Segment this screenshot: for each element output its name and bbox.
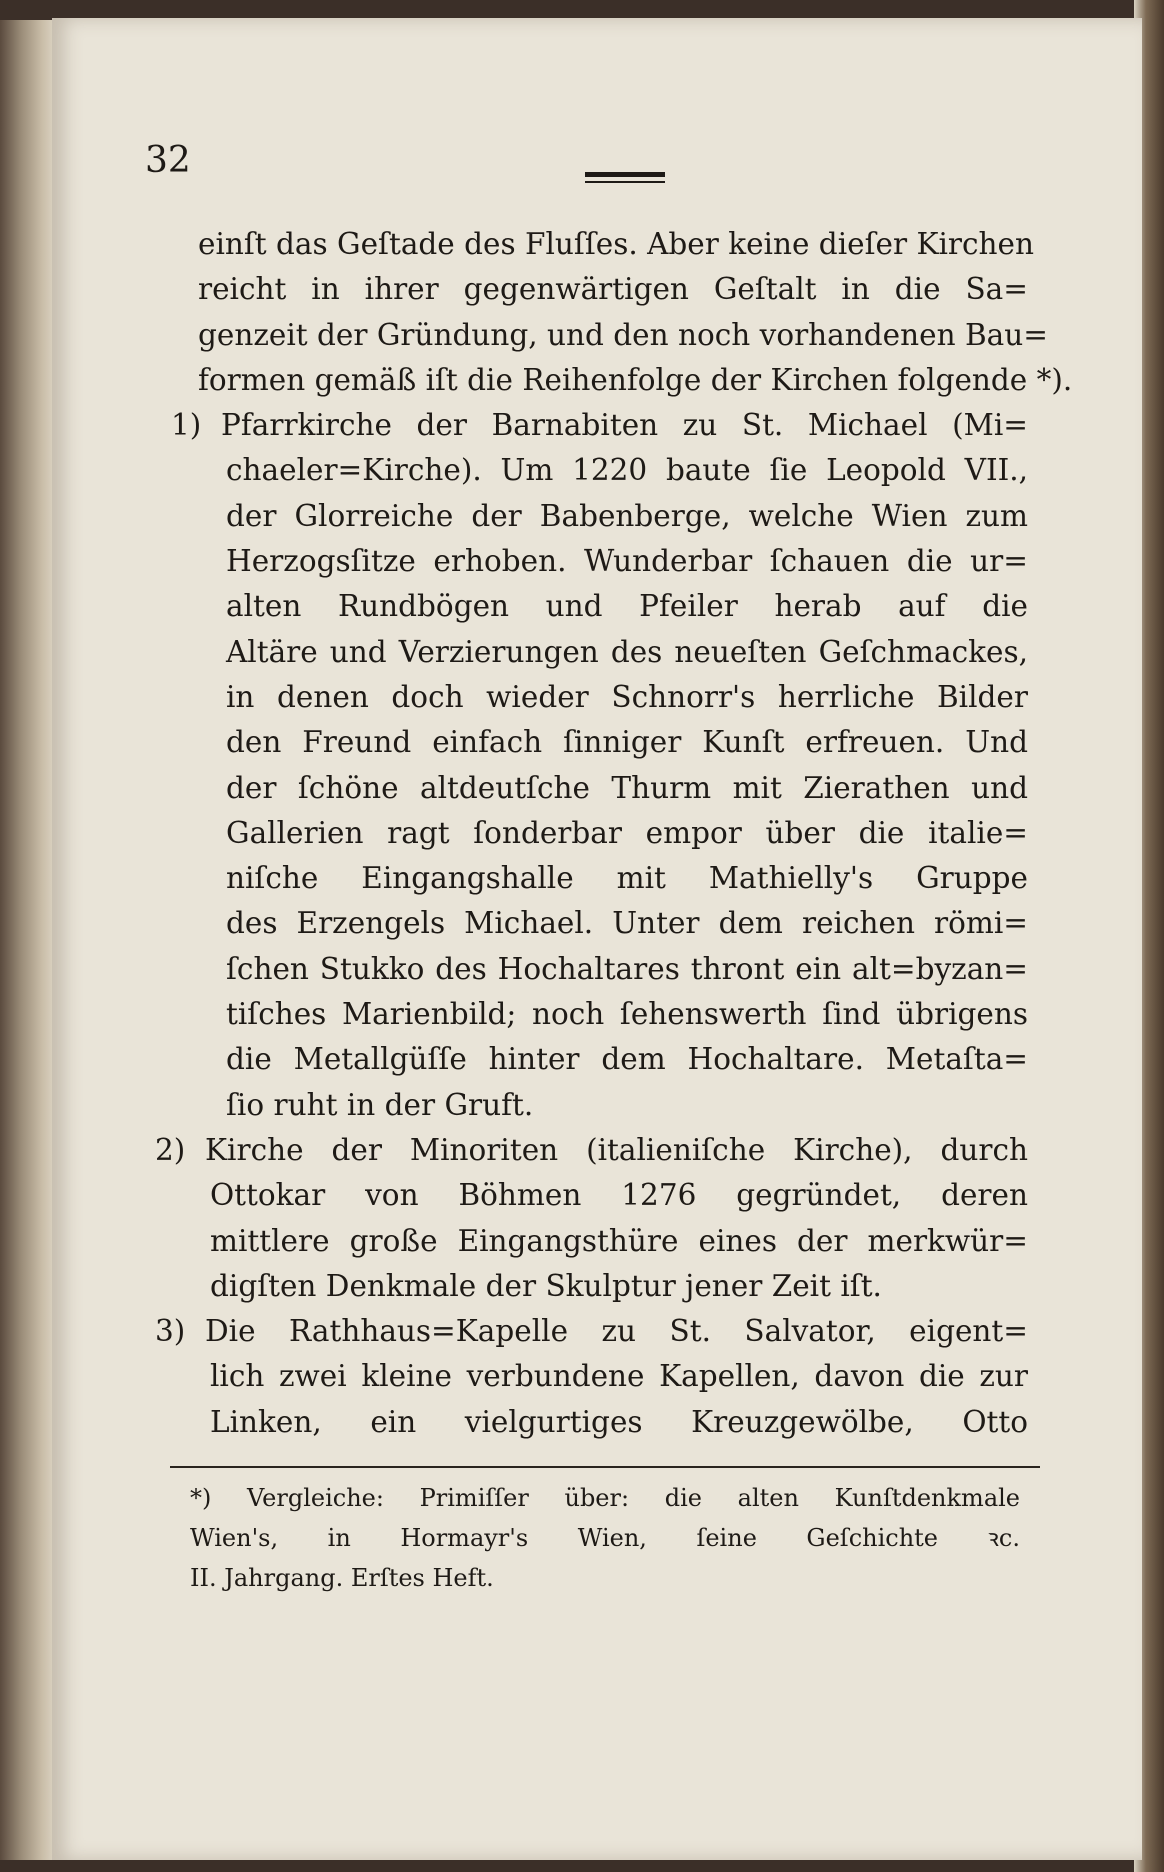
text-line <box>226 811 1028 856</box>
text-line-content: alten Rundbögen und Pfeiler herab auf die <box>226 589 1028 624</box>
text-line-content: in denen doch wieder Schnorr's herrliche Bilder <box>226 679 1028 714</box>
text-line-content: einſt das Geſtade des Fluſſes. Aber keine dieſer Kirchen <box>198 227 1034 261</box>
text-line <box>210 1264 1058 1309</box>
text-line <box>171 403 1028 448</box>
body-text <box>155 222 1073 1445</box>
text-line-content: formen gemäß iſt die Reihenfolge der Kirchen folgende *). <box>198 362 1073 397</box>
footnote-line: *) Vergleiche: Primiſſer über: die alten Kunſtdenkmale <box>190 1484 1020 1512</box>
text-line-content: ſio ruht in der Gruft. <box>226 1087 534 1122</box>
text-line-content: Pfarrkirche der Barnabiten zu St. Michael (Mi= <box>221 408 1028 443</box>
text-line-content: niſche Eingangshalle mit Mathielly's Gruppe <box>226 861 1028 896</box>
text-line <box>210 1219 1028 1264</box>
text-line <box>226 992 1028 1037</box>
text-line <box>210 1354 1028 1399</box>
footnote-separator <box>170 1466 1040 1468</box>
text-line-content: den Freund einfach ſinniger Kunſt erfreuen. Und <box>226 725 1028 760</box>
text-line-content: Altäre und Verzierungen des neueſten Geſchmackes, <box>226 634 1028 669</box>
list-number: 3) <box>155 1314 186 1349</box>
text-line <box>226 766 1028 811</box>
text-line-content: lich zwei kleine verbundene Kapellen, davon die zur <box>210 1359 1028 1394</box>
text-line <box>226 720 1028 765</box>
text-line-content: chaeler=Kirche). Um 1220 baute ſie Leopold VII., <box>226 453 1028 488</box>
text-line <box>210 1400 1028 1445</box>
text-line-content: ſchen Stukko des Hochaltares thront ein alt=byzan= <box>226 951 1028 986</box>
text-line <box>198 358 1073 403</box>
text-line-content: genzeit der Gründung, und den noch vorhandenen Bau= <box>198 317 1048 352</box>
page-number: 32 <box>145 140 191 181</box>
text-line <box>226 901 1028 946</box>
text-line-content: Linken, ein vielgurtiges Kreuzgewölbe, Otto <box>210 1404 1028 1439</box>
text-line <box>226 584 1028 629</box>
text-line <box>226 675 1028 720</box>
page-stack-edge-left <box>0 20 60 1860</box>
text-line-content: die Metallgüſſe hinter dem Hochaltare. Metaſta= <box>226 1042 1028 1077</box>
text-line-content: reicht in ihrer gegenwärtigen Geſtalt in die Sa= <box>198 272 1028 307</box>
text-line-content: der Glorreiche der Babenberge, welche Wien zum <box>226 498 1028 533</box>
header-ornament-rule-thin <box>585 181 665 183</box>
text-line-content: Die Rathhaus=Kapelle zu St. Salvator, eigent= <box>205 1314 1028 1349</box>
text-line <box>155 1128 1028 1173</box>
text-line <box>226 630 1028 675</box>
header-ornament-rule <box>585 172 665 177</box>
text-line-content: der ſchöne altdeutſche Thurm mit Zierathen und <box>226 770 1028 805</box>
text-line <box>226 1037 1028 1082</box>
text-line <box>198 222 1034 267</box>
text-line <box>210 1173 1028 1218</box>
text-line <box>226 448 1028 493</box>
list-number: 2) <box>155 1132 186 1167</box>
text-line-content: Herzogsſitze erhoben. Wunderbar ſchauen die ur= <box>226 544 1028 579</box>
text-line-content: Ottokar von Böhmen 1276 gegründet, deren <box>210 1178 1028 1213</box>
footnote-line: Wien's, in Hormayr's Wien, ſeine Geſchichte ꝛc. <box>190 1524 1020 1552</box>
text-line <box>155 1309 1028 1354</box>
text-line-content: digſten Denkmale der Skulptur jener Zeit iſt. <box>210 1268 882 1303</box>
text-line <box>198 267 1028 312</box>
text-line-content: Kirche der Minoriten (italieniſche Kirche), durch <box>205 1132 1028 1167</box>
text-line <box>226 947 1028 992</box>
footnote-block <box>190 1478 1040 1598</box>
text-line <box>226 539 1028 584</box>
text-line <box>226 1083 1058 1128</box>
text-line <box>226 856 1028 901</box>
page-header <box>145 140 1045 200</box>
text-line <box>226 494 1028 539</box>
footnote-line: II. Jahrgang. Erſtes Heft. <box>190 1564 494 1592</box>
text-line <box>198 313 1048 358</box>
text-line-content: tiſches Marienbild; noch ſehenswerth ſind übrigens <box>226 997 1028 1032</box>
text-line-content: des Erzengels Michael. Unter dem reichen römi= <box>226 906 1028 941</box>
text-line-content: Gallerien ragt ſonderbar empor über die italie= <box>226 815 1028 850</box>
list-number: 1) <box>171 408 202 443</box>
text-line-content: mittlere große Eingangsthüre eines der merkwür= <box>210 1223 1028 1258</box>
